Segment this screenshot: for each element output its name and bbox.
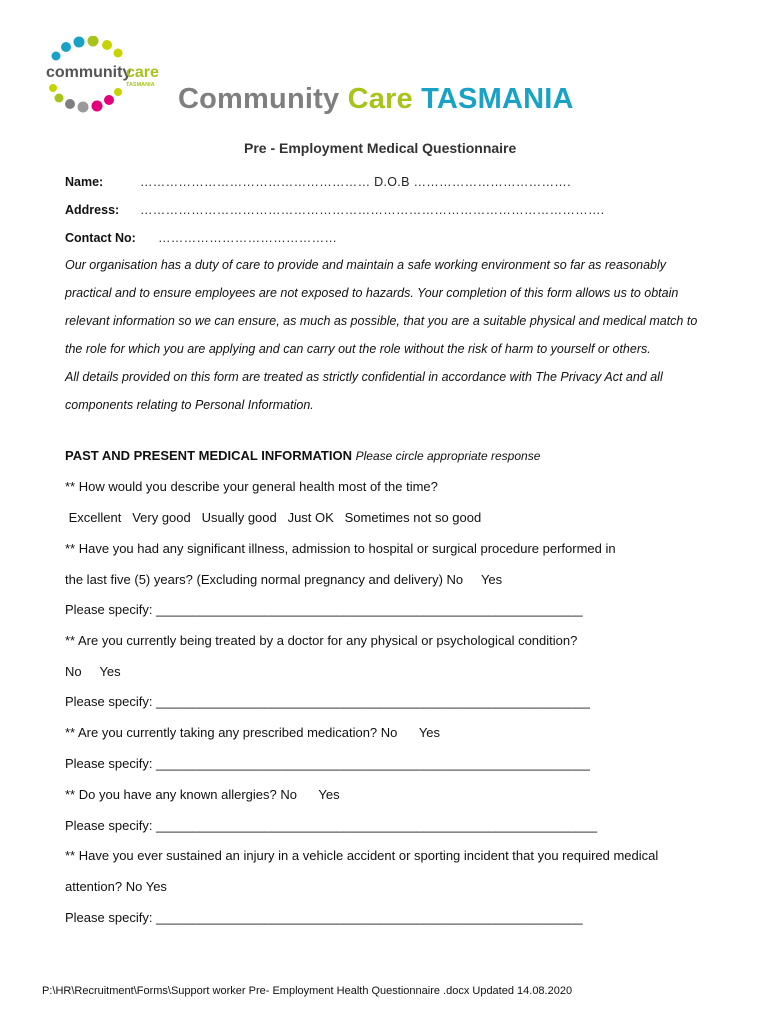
- address-label: Address:: [65, 203, 120, 217]
- question-injury: ** Have you ever sustained an injury in a vehicle accident or sporting incident that you required medical: [65, 848, 659, 863]
- intro-line: Our organisation has a duty of care to provide and maintain a safe working environment so far as reasonably: [65, 258, 667, 272]
- question-allergies[interactable]: ** Do you have any known allergies? No Yes: [65, 787, 340, 802]
- logo-care-text: care: [126, 64, 159, 81]
- brand-community: Community: [178, 83, 340, 115]
- question-doctor: ** Are you currently being treated by a doctor for any physical or psychological condition?: [65, 633, 578, 648]
- section-heading: [65, 448, 540, 463]
- doctor-options[interactable]: No Yes: [65, 664, 121, 679]
- contact-label: Contact No:: [65, 231, 136, 245]
- intro-line: All details provided on this form are treated as strictly confidential in accordance with The Privacy Act and all: [65, 370, 663, 384]
- section-heading-title: PAST AND PRESENT MEDICAL INFORMATION: [65, 448, 352, 463]
- brand-care: Care: [347, 83, 413, 115]
- community-care-logo: [42, 36, 172, 116]
- intro-line: relevant information so we can ensure, as much as possible, that you are a suitable physical and medical match to: [65, 314, 698, 328]
- question-injury-cont[interactable]: attention? No Yes: [65, 879, 167, 894]
- specify-field[interactable]: Please specify: _____________________________________________________________: [65, 818, 598, 833]
- intro-line: components relating to Personal Information.: [65, 398, 314, 412]
- specify-field[interactable]: Please specify: ____________________________________________________________: [65, 694, 590, 709]
- specify-field[interactable]: Please specify: ___________________________________________________________: [65, 602, 583, 617]
- name-label: Name:: [65, 175, 104, 189]
- logo-tasmania-text: TASMANIA: [126, 82, 155, 88]
- contact-field[interactable]: ……………………………………: [158, 231, 338, 245]
- question-medication[interactable]: ** Are you currently taking any prescribed medication? No Yes: [65, 725, 441, 740]
- intro-line: the role for which you are applying and can carry out the role without the risk of harm to yourself or others.: [65, 342, 651, 356]
- address-field[interactable]: ……………………………………………………………………………………………….: [140, 203, 605, 217]
- question-general-health: ** How would you describe your general health most of the time?: [65, 479, 438, 494]
- question-illness: ** Have you had any significant illness, admission to hospital or surgical procedure performed in: [65, 541, 616, 556]
- name-dob-field[interactable]: ……………………………………………… D.O.B ……………………………….: [140, 175, 571, 189]
- intro-line: practical and to ensure employees are not exposed to hazards. Your completion of this form allows us to obtain: [65, 286, 679, 300]
- section-instruction: Please circle appropriate response: [355, 449, 541, 463]
- document-title: Pre - Employment Medical Questionnaire: [244, 140, 517, 156]
- question-illness-cont[interactable]: the last five (5) years? (Excluding normal pregnancy and delivery) No Yes: [65, 572, 503, 587]
- general-health-options[interactable]: Excellent Very good Usually good Just OK Sometimes not so good: [65, 510, 482, 525]
- specify-field[interactable]: Please specify: ___________________________________________________________: [65, 910, 583, 925]
- brand-tasmania: TASMANIA: [421, 83, 574, 115]
- logo-community-text: community: [46, 64, 132, 81]
- footer-path: P:\HR\Recruitment\Forms\Support worker Pre- Employment Health Questionnaire .docx Updated 14.08.2020: [42, 985, 573, 997]
- specify-field[interactable]: Please specify: ____________________________________________________________: [65, 756, 590, 771]
- brand-heading: [178, 83, 574, 116]
